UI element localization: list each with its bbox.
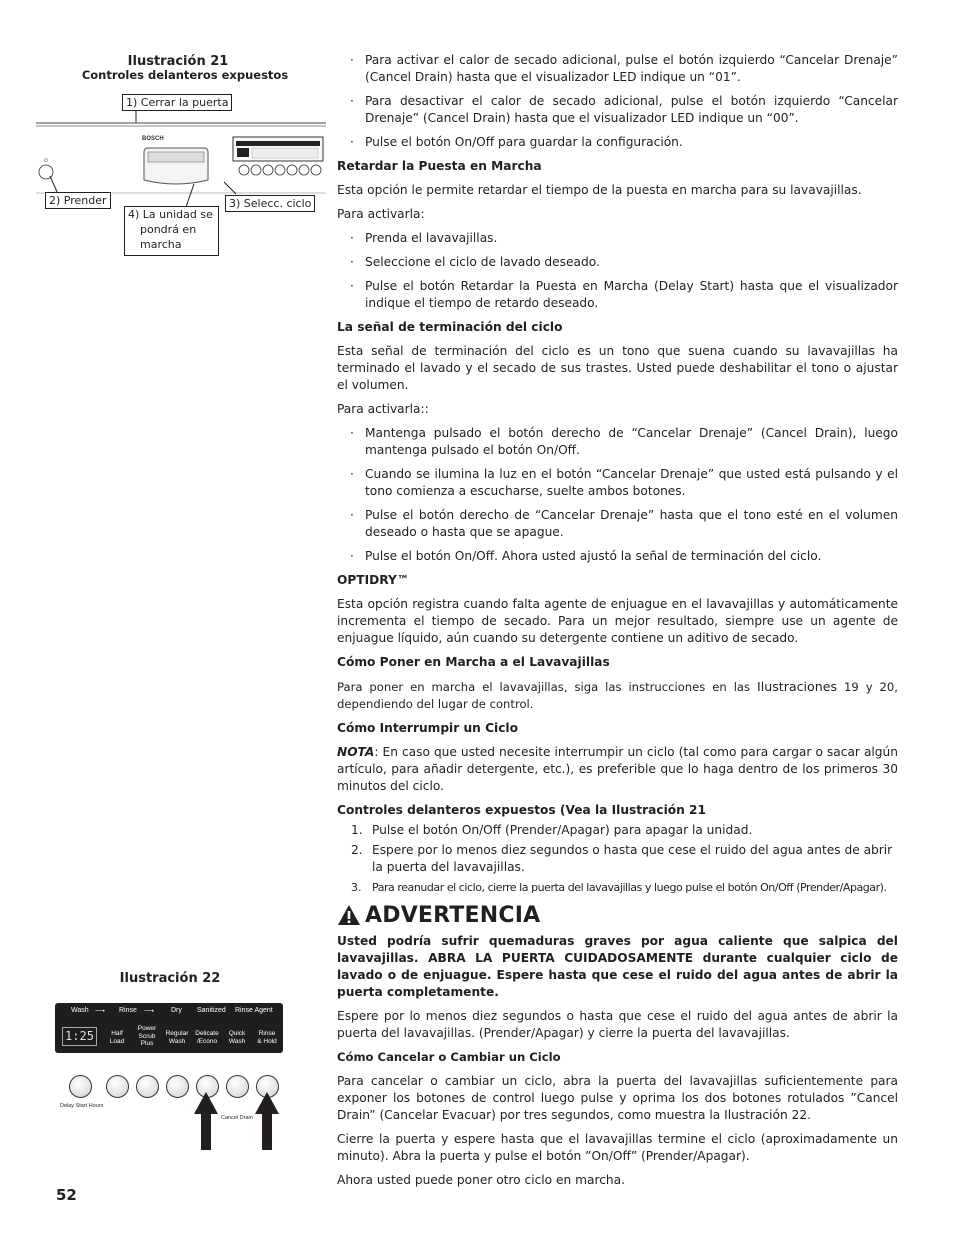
paragraph: NOTA: En caso que usted necesite interrumpir un ciclo (tal como para cargar o sacar algún artículo, para añadir detergente, etc.), es preferible que lo haga dentro de los primeros 30 minutos del ciclo. bbox=[337, 745, 898, 793]
svg-text:⏻: ⏻ bbox=[44, 158, 48, 164]
stage-wash: Wash bbox=[71, 1007, 89, 1014]
heading-cycle-signal: La señal de terminación del ciclo bbox=[337, 320, 563, 334]
arrow-up-icon bbox=[194, 1092, 218, 1150]
cycle-rinse-hold: Rinse & Hold bbox=[257, 1030, 277, 1045]
stage-dry: Dry bbox=[171, 1007, 182, 1014]
warning-triangle-icon bbox=[337, 904, 361, 926]
power-scrub-button[interactable] bbox=[136, 1075, 159, 1098]
heading-exposed-controls: Controles delanteros expuestos (Vea la Ilustración 21 bbox=[337, 803, 706, 817]
paragraph: Cierre la puerta y espere hasta que el lavavajillas termine el ciclo (aproximadamente un minuto). Abra la puerta y pulse el botón ”On/Off” (Prender/Apagar). bbox=[337, 1132, 898, 1163]
list-item: · Para activar el calor de secado adicional, pulse el botón izquierdo “Cancelar Drenaje” (Cancel Drain) hasta que el visualizador LED indique un “01”. bbox=[350, 53, 898, 84]
list-item: · Seleccione el ciclo de lavado deseado. bbox=[350, 255, 600, 269]
cycle-delicate-econo: Delicate /Econo bbox=[195, 1030, 219, 1045]
callout-turn-on: 2) Prender bbox=[45, 192, 111, 209]
paragraph: Para activarla: bbox=[337, 207, 425, 221]
list-item: · Prenda el lavavajillas. bbox=[350, 231, 498, 245]
cycle-quick-wash: Quick Wash bbox=[228, 1030, 246, 1045]
heading-delay-start: Retardar la Puesta en Marcha bbox=[337, 159, 542, 173]
page-number: 52 bbox=[56, 1186, 77, 1204]
nota-label: NOTA bbox=[337, 745, 375, 759]
delay-start-button[interactable] bbox=[69, 1075, 92, 1098]
heading-interrupt: Cómo Interrumpir un Ciclo bbox=[337, 721, 518, 735]
arrow-up-icon bbox=[255, 1092, 279, 1150]
heading-start: Cómo Poner en Marcha a el Lavavajillas bbox=[337, 655, 610, 669]
paragraph: Ahora usted puede poner otro ciclo en marcha. bbox=[337, 1173, 625, 1187]
stage-rinse-agent: Rinse Agent bbox=[235, 1007, 273, 1014]
figure-21-subtitle: Controles delanteros expuestos bbox=[81, 68, 289, 82]
control-panel-display bbox=[55, 1003, 283, 1053]
list-item: 2. Espere por lo menos diez segundos o hasta que cese el ruido del agua antes de abrir la puerta del lavavajillas. bbox=[351, 843, 893, 874]
warning-header bbox=[337, 904, 898, 926]
stage-rinse: Rinse bbox=[119, 1007, 137, 1014]
list-item: · Pulse el botón derecho de “Cancelar Drenaje” hasta que el tono esté en el volumen deseado o hasta que se apague. bbox=[350, 508, 898, 539]
paragraph: Para activarla:: bbox=[337, 402, 429, 416]
list-item: · Cuando se ilumina la luz en el botón “Cancelar Drenaje” que usted está pulsando y el tono comienza a escucharse, suelte ambos botones. bbox=[350, 467, 898, 498]
paragraph: Esta opción le permite retardar el tiempo de la puesta en marcha para su lavavajillas. bbox=[337, 183, 862, 197]
heading-optidry: OPTIDRY™ bbox=[337, 573, 409, 587]
paragraph: Para cancelar o cambiar un ciclo, abra la puerta del lavavajillas suficientemente para exponer los botones de control luego pulse y oprima los dos botones rotulados ”Cancel Drain” (Cancelar Evacuar) por tres segundos, como muestra la Ilustración 22. bbox=[337, 1074, 898, 1122]
list-item: · Pulse el botón On/Off. Ahora usted ajustó la señal de terminación del ciclo. bbox=[350, 549, 822, 563]
cycle-power-scrub-plus: Power Scrub Plus bbox=[137, 1025, 157, 1047]
warning-title: ADVERTENCIA bbox=[365, 902, 541, 928]
paragraph: Esta señal de terminación del ciclo es un tono que suena cuando su lavavajillas ha terminado el lavado y el secado de sus trastes. Usted puede deshabilitar el tono o ajustar el volumen. bbox=[337, 344, 898, 392]
cycle-regular-wash: Regular Wash bbox=[165, 1030, 189, 1045]
callout-unit-starts-line-2: pondrá en bbox=[140, 223, 197, 236]
list-item: 3. Para reanudar el ciclo, cierre la puerta del lavavajillas y luego pulse el botón On/Off (Prender/Apagar). bbox=[351, 881, 887, 894]
main-text-column bbox=[337, 52, 898, 1196]
list-item: · Mantenga pulsado el botón derecho de “Cancelar Drenaje” (Cancel Drain), luego mantenga pulsado el botón On/Off. bbox=[350, 426, 898, 457]
press-arrows bbox=[190, 1092, 290, 1152]
cancel-drain-label: Cancel Drain bbox=[221, 1115, 253, 1121]
heading-cancel-cycle: Cómo Cancelar o Cambiar un Ciclo bbox=[337, 1050, 561, 1064]
figure-22-title: Ilustración 22 bbox=[119, 971, 221, 986]
regular-wash-button[interactable] bbox=[166, 1075, 189, 1098]
callout-unit-starts bbox=[124, 206, 219, 256]
list-item: · Pulse el botón On/Off para guardar la configuración. bbox=[350, 135, 683, 149]
list-item: 1. Pulse el botón On/Off (Prender/Apagar) para apagar la unidad. bbox=[351, 823, 753, 837]
warning-text: Usted podría sufrir quemaduras graves por agua caliente que salpica del lavavajillas. ABRA LA PUERTA CUIDADOSAMENTE durante cualquier ciclo de lavado o de enjuague. Espere hasta que cese el ruido del agua antes de abrir la puerta completamente. bbox=[337, 934, 898, 999]
arrow-icon: ⟶ bbox=[144, 1008, 155, 1015]
list-item: · Pulse el botón Retardar la Puesta en Marcha (Delay Start) hasta que el visualizador indique el tiempo de retardo deseado. bbox=[350, 279, 898, 310]
paragraph: Espere por lo menos diez segundos o hasta que cese el ruido del agua antes de abrir la puerta del lavavajillas. (Prender/Apagar) y cierre la puerta del lavavajillas. bbox=[337, 1009, 898, 1040]
cycle-half-load: Half Load bbox=[109, 1030, 125, 1045]
callout-unit-starts-line-3: marcha bbox=[140, 238, 182, 251]
paragraph: Esta opción registra cuando falta agente de enjuague en el lavavajillas y automáticamente incrementa el tiempo de secado. Para un mejor resultado, siempre use un agente de enjuague líquido, aún cuando su detergente contiene un aditivo de secado. bbox=[337, 597, 898, 645]
list-item: · Para desactivar el calor de secado adicional, pulse el botón izquierdo “Cancelar Drenaje” (Cancel Drain) hasta que el visualizador LED indique un “00”. bbox=[350, 94, 898, 125]
callout-close-door: 1) Cerrar la puerta bbox=[122, 94, 232, 111]
callout-select-cycle: 3) Selecc. ciclo bbox=[225, 195, 315, 212]
led-time-display: 1:25 bbox=[62, 1027, 97, 1046]
bosch-logo: BOSCH bbox=[142, 136, 164, 142]
delay-start-label: Delay Start Hours bbox=[60, 1103, 104, 1109]
paragraph: Para poner en marcha el lavavajillas, siga las instrucciones en las Ilustraciones 19 y 20, dependiendo del lugar de control. bbox=[337, 679, 898, 711]
arrow-icon: ⟶ bbox=[95, 1008, 106, 1015]
stage-sanitized: Sanitized bbox=[197, 1007, 226, 1014]
callout-unit-starts-line-1: 4) La unidad se bbox=[128, 208, 213, 221]
half-load-button[interactable] bbox=[106, 1075, 129, 1098]
figure-21-title: Ilustración 21 bbox=[127, 54, 229, 69]
